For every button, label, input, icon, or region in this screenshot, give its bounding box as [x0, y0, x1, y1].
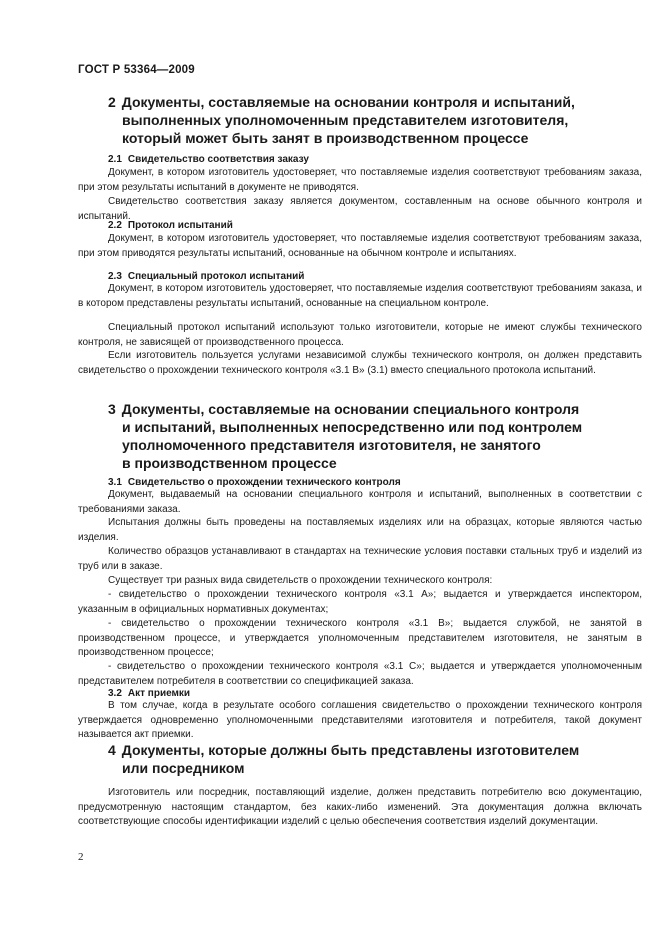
subsection-2-1-title: 2.1 Свидетельство соответствия заказу — [108, 154, 309, 165]
paragraph: Документ, в котором изготовитель удостоверяет, что поставляемые изделия соответствуют требованиям заказа, при этом результаты испытаний в документе не приводятся. — [78, 167, 642, 193]
section-4-heading — [108, 741, 579, 777]
section-3-heading — [108, 400, 582, 472]
heading-line: или посредником — [122, 760, 245, 776]
paragraph: В том случае, когда в результате особого соглашения свидетельство о прохождении технического контроля утверждается одновременно уполномоченными представителями изготовителя и потребителя, такой документ называется акт приемки. — [78, 700, 642, 740]
heading-line: Документы, которые должны быть представлены изготовителем — [121, 742, 580, 758]
paragraph: Если изготовитель пользуется услугами независимой службы технического контроля, он должен представить свидетельство о прохождении технического контроля «3.1 В» (3.1) вместо специального протокола испытаний. — [78, 350, 642, 376]
heading-line: выполненных уполномоченным представителем изготовителя, — [122, 112, 569, 128]
subsection-3-2-title: 3.2 Акт приемки — [108, 688, 191, 699]
list-item: - свидетельство о прохождении технического контроля «3.1 С»; выдается и утверждается уполномоченным представителем потребителя в соответствии со спецификацией заказа. — [78, 661, 642, 687]
paragraph: Испытания должны быть проведены на поставляемых изделиях или на образцах, которые являются частью изделия. — [78, 517, 642, 543]
heading-line: и испытаний, выполненных непосредственно или под контролем — [122, 419, 583, 435]
section-number: 3 — [108, 401, 116, 417]
subsection-2-2-title: 2.2 Протокол испытаний — [108, 220, 233, 231]
heading-line: в производственном процессе — [122, 455, 337, 471]
paragraph: Свидетельство соответствия заказу является документом, составленным на основе обычного контроля и испытаний. — [78, 196, 642, 222]
list-item: - свидетельство о прохождении технического контроля «3.1 В»; выдается службой, не занятой в производственном процессе, и утверждается уполномоченным представителем изготовителя, не занятым в производственном процессе; — [78, 618, 642, 658]
subsection-3-1-title: 3.1 Свидетельство о прохождении технического контроля — [108, 477, 401, 488]
paragraph: Документ, в котором изготовитель удостоверяет, что поставляемые изделия соответствуют требованиям заказа, и в котором представлены результаты испытаний, основанные на специальном контроле. — [78, 283, 642, 309]
heading-line: Документы, составляемые на основании специального контроля — [121, 401, 580, 417]
paragraph: Специальный протокол испытаний используют только изготовители, которые не имеют службы технического контроля, не зависящей от производственного процесса. — [78, 322, 642, 348]
paragraph: Документ, в котором изготовитель удостоверяет, что поставляемые изделия соответствуют требованиям заказа, при этом приводятся результаты испытаний, основанные на обычном контроле и испытаниях. — [78, 233, 642, 259]
paragraph: Количество образцов устанавливают в стандартах на технические условия поставки стальных труб и изделий из труб или в заказе. — [78, 546, 642, 572]
subsection-2-3-title: 2.3 Специальный протокол испытаний — [108, 271, 305, 282]
heading-line: Документы, составляемые на основании контроля и испытаний, — [121, 94, 575, 110]
paragraph: Существует три разных вида свидетельств о прохождении технического контроля: — [108, 575, 493, 586]
paragraph: Изготовитель или посредник, поставляющий изделие, должен представить потребителю всю документацию, предусмотренную настоящим стандартом, без каких-либо изменений. Эта документация должна включать соответствующие способы идентификации изделий с целью обеспечения соответствия изделий документации. — [78, 787, 642, 827]
page-number: 2 — [78, 851, 84, 863]
section-number: 2 — [108, 94, 116, 110]
list-item: - свидетельство о прохождении технического контроля «3.1 А»; выдается и утверждается инспектором, указанным в официальных нормативных документах; — [78, 589, 642, 615]
heading-line: уполномоченного представителя изготовителя, не занятого — [122, 437, 541, 453]
heading-line: который может быть занят в производственном процессе — [122, 130, 529, 146]
paragraph: Документ, выдаваемый на основании специального контроля и испытаний, выполненных в соответствии с требованиями заказа. — [78, 489, 642, 515]
standard-header: ГОСТ Р 53364—2009 — [78, 64, 195, 76]
section-2-heading — [108, 93, 575, 147]
section-number: 4 — [108, 742, 116, 758]
